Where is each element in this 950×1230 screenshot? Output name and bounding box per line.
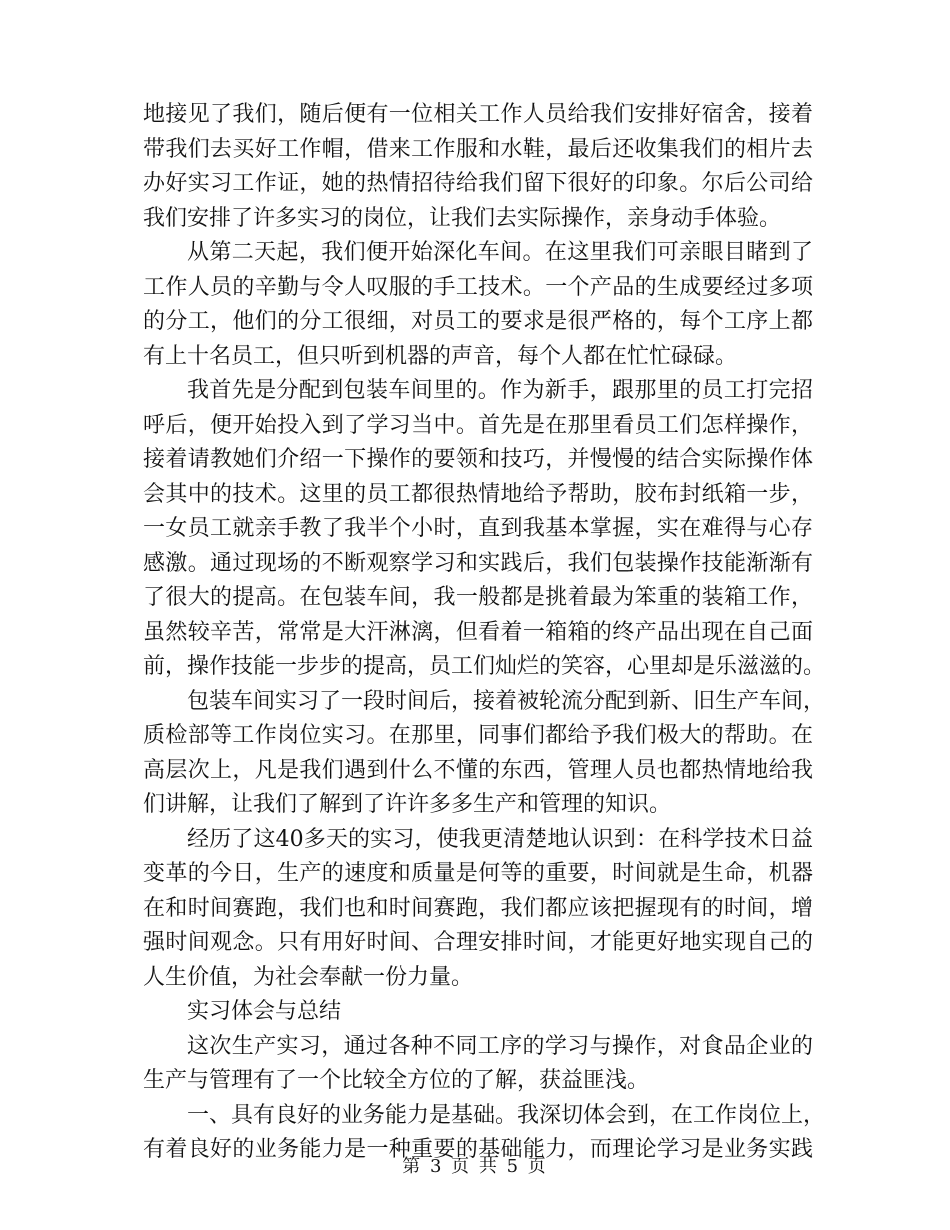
text-line: 虽然较辛苦，常常是大汗淋漓，但看着一箱箱的终产品出现在自己面 (143, 619, 813, 645)
text-line: 强时间观念。只有用好时间、合理安排时间，才能更好地实现自己的 (143, 930, 813, 955)
text-line: 一女员工就亲手教了我半个小时，直到我基本掌握，实在难得与心存 (143, 516, 813, 541)
text-line: 我们安排了许多实习的岗位，让我们去实际操作，亲身动手体验。 (143, 205, 782, 231)
text-line: 我首先是分配到包装车间里的。作为新手，跟那里的员工打完招 (187, 378, 813, 403)
text-line: 一、具有良好的业务能力是基础。我深切体会到，在工作岗位上， (187, 1102, 826, 1128)
text-line: 了很大的提高。在包装车间，我一般都是挑着最为笨重的装箱工作， (143, 585, 813, 610)
page-number-footer: 第 3 页 共 5 页 (402, 1156, 548, 1177)
body-text (143, 98, 826, 1168)
text-line: 带我们去买好工作帽，借来工作服和水鞋，最后还收集我们的相片去 (143, 136, 813, 162)
text-line: 呼后，便开始投入到了学习当中。首先是在那里看员工们怎样操作， (143, 412, 813, 438)
text-line: 有着良好的业务能力是一种重要的基础能力，而理论学习是业务实践 (143, 1137, 813, 1162)
text-line: 人生价值，为社会奉献一份力量。 (143, 964, 474, 990)
text-line: 高层次上，凡是我们遇到什么不懂的东西，管理人员也都热情地给我 (143, 757, 813, 783)
text-line: 会其中的技术。这里的员工都很热情地给予帮助，胶布封纸箱一步， (143, 481, 813, 507)
text-line: 变革的今日，生产的速度和质量是何等的重要，时间就是生命，机器 (143, 861, 813, 886)
text-line: 前，操作技能一步步的提高，员工们灿烂的笑容，心里却是乐滋滋的。 (143, 654, 826, 679)
text-line: 的分工，他们的分工很细，对员工的要求是很严格的，每个工序上都 (143, 309, 813, 334)
text-line: 包装车间实习了一段时间后，接着被轮流分配到新、旧生产车间， (187, 688, 826, 714)
text-line: 接着请教她们介绍一下操作的要领和技巧，并慢慢的结合实际操作体 (143, 447, 813, 472)
text-line: 从第二天起，我们便开始深化车间。在这里我们可亲眼目睹到了 (187, 240, 813, 265)
text-line: 实习体会与总结 (187, 999, 342, 1024)
text-line: 有上十名员工，但只听到机器的声音，每个人都在忙忙碌碌。 (143, 343, 738, 369)
text-line: 经历了这40多天的实习，使我更清楚地认识到：在科学技术日益 (187, 826, 813, 852)
text-line: 感激。通过现场的不断观察学习和实践后，我们包装操作技能渐渐有 (143, 550, 813, 576)
text-line: 这次生产实习，通过各种不同工序的学习与操作，对食品企业的 (187, 1033, 813, 1059)
text-line: 办好实习工作证，她的热情招待给我们留下很好的印象。尔后公司给 (143, 171, 813, 196)
text-line: 生产与管理有了一个比较全方位的了解，获益匪浅。 (143, 1068, 650, 1093)
text-line: 在和时间赛跑，我们也和时间赛跑，我们都应该把握现有的时间，增 (143, 895, 813, 921)
text-line: 地接见了我们，随后便有一位相关工作人员给我们安排好宿舍，接着 (143, 102, 813, 127)
text-line: 工作人员的辛勤与令人叹服的手工技术。一个产品的生成要经过多项 (143, 274, 813, 300)
text-line: 们讲解，让我们了解到了许许多多生产和管理的知识。 (143, 792, 672, 817)
text-line: 质检部等工作岗位实习。在那里，同事们都给予我们极大的帮助。在 (143, 723, 813, 748)
